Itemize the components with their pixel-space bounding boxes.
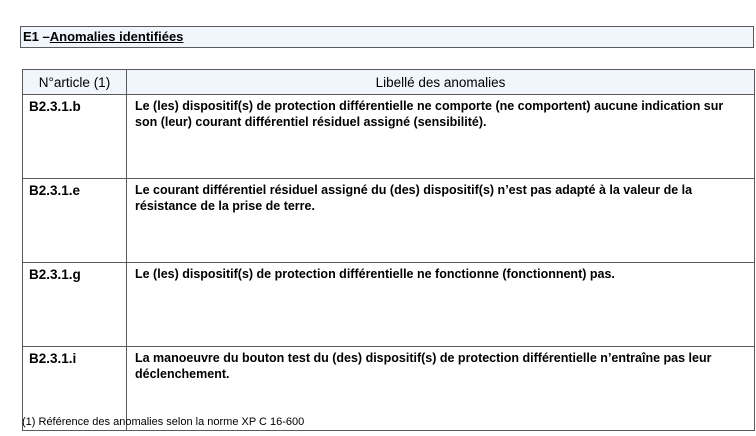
anomaly-code: B2.3.1.g (23, 263, 127, 347)
anomalies-table (22, 69, 755, 431)
footnote: (1) Référence des anomalies selon la norme XP C 16-600 (22, 416, 305, 428)
anomaly-label: Le (les) dispositif(s) de protection différentielle ne fonctionne (fonctionnent) pas. (127, 263, 755, 347)
section-header (20, 26, 754, 48)
header-article: N°article (1) (23, 70, 127, 95)
anomaly-code: B2.3.1.b (23, 95, 127, 179)
anomaly-label: La manoeuvre du bouton test du (des) dispositif(s) de protection différentielle n’entraîne pas leur déclenchement. (127, 347, 755, 431)
section-code: E1 – (23, 29, 50, 44)
table-row (23, 179, 755, 263)
anomaly-code: B2.3.1.e (23, 179, 127, 263)
table-row (23, 95, 755, 179)
section-title: Anomalies identifiées (49, 29, 184, 44)
anomaly-label: Le courant différentiel résiduel assigné du (des) dispositif(s) n’est pas adapté à la valeur de la résistance de la prise de terre. (127, 179, 755, 263)
table-row (23, 263, 755, 347)
anomaly-code: B2.3.1.i (23, 347, 127, 431)
table-header-row (23, 70, 755, 95)
anomaly-label: Le (les) dispositif(s) de protection différentielle ne comporte (ne comportent) aucune indication sur son (leur) courant différentiel résiduel assigné (sensibilité). (127, 95, 755, 179)
header-label: Libellé des anomalies (127, 70, 755, 95)
